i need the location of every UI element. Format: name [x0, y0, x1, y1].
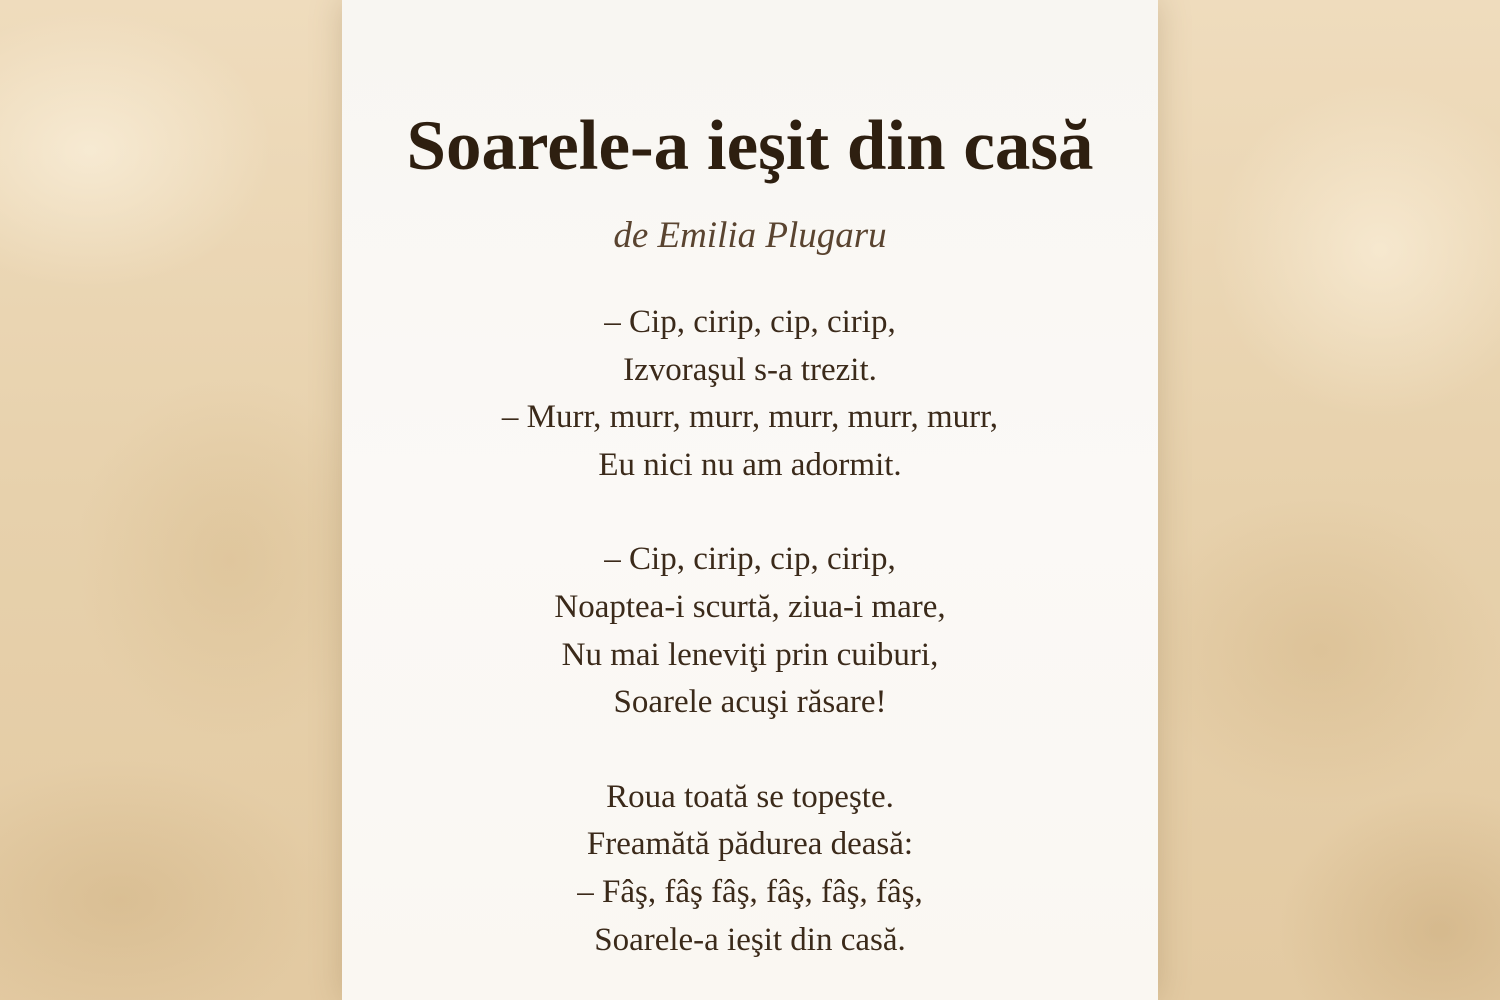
poem-author: de Emilia Plugaru	[613, 215, 887, 256]
poem-line: Soarele-a ieşit din casă.	[594, 921, 906, 958]
poem-line: Roua toată se topeşte.	[606, 778, 894, 815]
poem-line: – Fâş, fâş fâş, fâş, fâş, fâş,	[577, 873, 923, 910]
poem-line: Noaptea-i scurtă, ziua-i mare,	[554, 588, 946, 625]
poem-stanza-1	[342, 299, 1158, 489]
poem-page	[342, 0, 1158, 1000]
poem-line: Eu nici nu am adormit.	[598, 446, 902, 483]
poem-line: Nu mai leneviţi prin cuiburi,	[561, 636, 939, 673]
poem-title: Soarele-a ieşit din casă	[406, 107, 1094, 185]
poem-line: Izvoraşul s-a trezit.	[623, 351, 877, 388]
poem-line: – Murr, murr, murr, murr, murr, murr,	[501, 399, 999, 436]
poem-line: Freamătă pădurea deasă:	[586, 826, 914, 863]
poem-stanza-2	[342, 536, 1158, 726]
poem-line: – Cip, cirip, cip, cirip,	[604, 304, 896, 340]
poem-stanza-3	[342, 774, 1158, 964]
poem-line: Soarele acuşi răsare!	[613, 684, 887, 721]
poem-line: – Cip, cirip, cip, cirip,	[604, 541, 896, 578]
